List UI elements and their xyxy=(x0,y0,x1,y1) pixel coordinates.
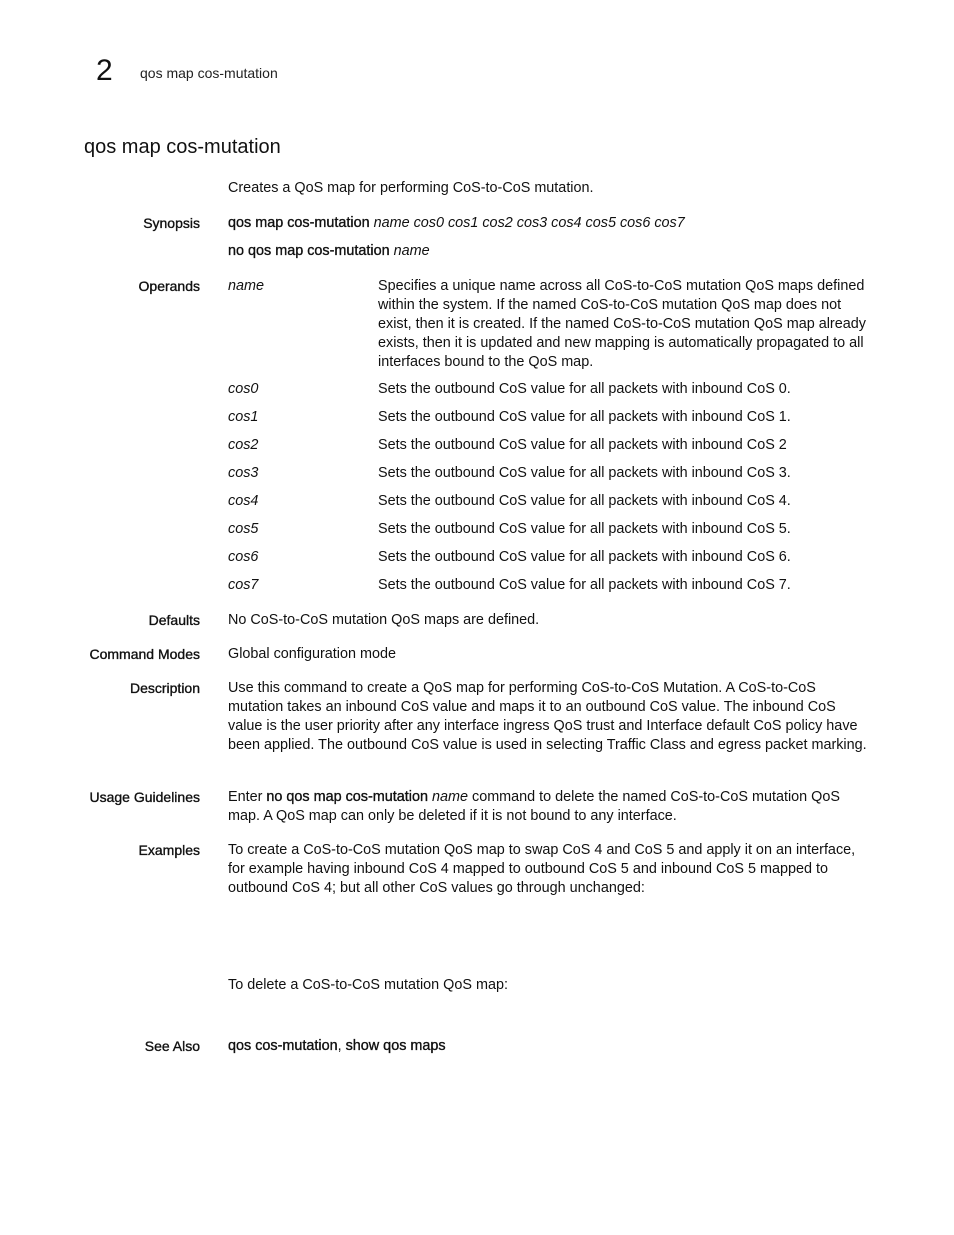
see-also-link-show-qos-maps[interactable]: show qos maps xyxy=(345,1038,446,1054)
operand-name: name xyxy=(228,278,264,294)
usage-argument: name xyxy=(428,789,468,805)
usage-prefix: Enter xyxy=(228,789,267,805)
operand-name: cos0 xyxy=(228,381,259,397)
synopsis-command: qos map cos-mutation xyxy=(228,215,370,231)
page-title: qos map cos-mutation xyxy=(84,136,281,158)
command-modes-text: Global configuration mode xyxy=(228,646,396,662)
examples-label: Examples xyxy=(138,842,200,858)
intro-text: Creates a QoS map for performing CoS-to-CoS mutation. xyxy=(228,180,594,196)
synopsis-line-2 xyxy=(228,242,868,261)
usage-command: no qos map cos-mutation xyxy=(266,789,428,805)
examples-text: To create a CoS-to-CoS mutation QoS map to swap CoS 4 and CoS 5 and apply it on an interface, for example having inbound CoS 4 mapped to outbound CoS 5 and inbound CoS 5 mapped to outbound CoS 4; but all other CoS values go through unchanged: xyxy=(228,842,856,896)
usage-label: Usage Guidelines xyxy=(89,789,200,805)
synopsis-no-command: no qos map cos-mutation xyxy=(228,243,390,259)
operand-description: Sets the outbound CoS value for all packets with inbound CoS 1. xyxy=(378,409,791,425)
chapter-number: 2 xyxy=(96,54,113,87)
operand-description: Specifies a unique name across all CoS-to-CoS mutation QoS maps defined within the system. If the named CoS-to-CoS mutation QoS map does not exist, then it is created. If the named CoS-to-CoS mutation QoS map already exists, then it is updated and new mapping is automatically propagated to all interfaces bound to the QoS map. xyxy=(378,278,866,370)
usage-suffix: command to delete the named CoS-to-CoS mutation QoS map. A QoS map can only be deleted if it is not bound to any interface. xyxy=(228,789,840,824)
see-also-separator: , xyxy=(337,1038,346,1054)
operand-name: cos1 xyxy=(228,409,259,425)
operand-description: Sets the outbound CoS value for all packets with inbound CoS 4. xyxy=(378,493,791,509)
operand-description: Sets the outbound CoS value for all packets with inbound CoS 7. xyxy=(378,577,791,593)
operand-name: cos2 xyxy=(228,437,259,453)
operand-description: Sets the outbound CoS value for all packets with inbound CoS 3. xyxy=(378,465,791,481)
synopsis-arguments: name cos0 cos1 cos2 cos3 cos4 cos5 cos6 cos7 xyxy=(373,215,685,231)
operand-description: Sets the outbound CoS value for all packets with inbound CoS 0. xyxy=(378,381,791,397)
description-label: Description xyxy=(129,680,200,696)
examples-delete-text: To delete a CoS-to-CoS mutation QoS map: xyxy=(228,977,508,993)
see-also-links xyxy=(228,1037,868,1056)
defaults-label: Defaults xyxy=(148,612,200,628)
usage-text xyxy=(228,788,868,826)
description-text: Use this command to create a QoS map for performing CoS-to-CoS Mutation. A CoS-to-CoS mutation takes an inbound CoS value and maps it to an outbound CoS value. The inbound CoS value is the user priority after any interface ingress QoS trust and Interface default CoS policy have been applied. The outbound CoS value is used in selecting Traffic Class and egress packet marking. xyxy=(228,680,867,753)
operand-description: Sets the outbound CoS value for all packets with inbound CoS 5. xyxy=(378,521,791,537)
operand-description: Sets the outbound CoS value for all packets with inbound CoS 6. xyxy=(378,549,791,565)
operand-name: cos6 xyxy=(228,549,259,565)
operand-name: cos3 xyxy=(228,465,259,481)
synopsis-label: Synopsis xyxy=(143,215,200,231)
see-also-label: See Also xyxy=(144,1038,200,1054)
operand-name: cos5 xyxy=(228,521,259,537)
operands-label: Operands xyxy=(138,278,200,294)
operand-description: Sets the outbound CoS value for all packets with inbound CoS 2 xyxy=(378,437,787,453)
operand-name: cos4 xyxy=(228,493,259,509)
see-also-link-qos-cos-mutation[interactable]: qos cos-mutation xyxy=(228,1038,338,1054)
operand-name: cos7 xyxy=(228,577,259,593)
synopsis-no-arguments: name xyxy=(393,243,430,259)
synopsis-line-1 xyxy=(228,214,868,233)
running-head: qos map cos-mutation xyxy=(140,65,278,81)
command-modes-label: Command Modes xyxy=(89,646,200,662)
defaults-text: No CoS-to-CoS mutation QoS maps are defined. xyxy=(228,612,540,628)
